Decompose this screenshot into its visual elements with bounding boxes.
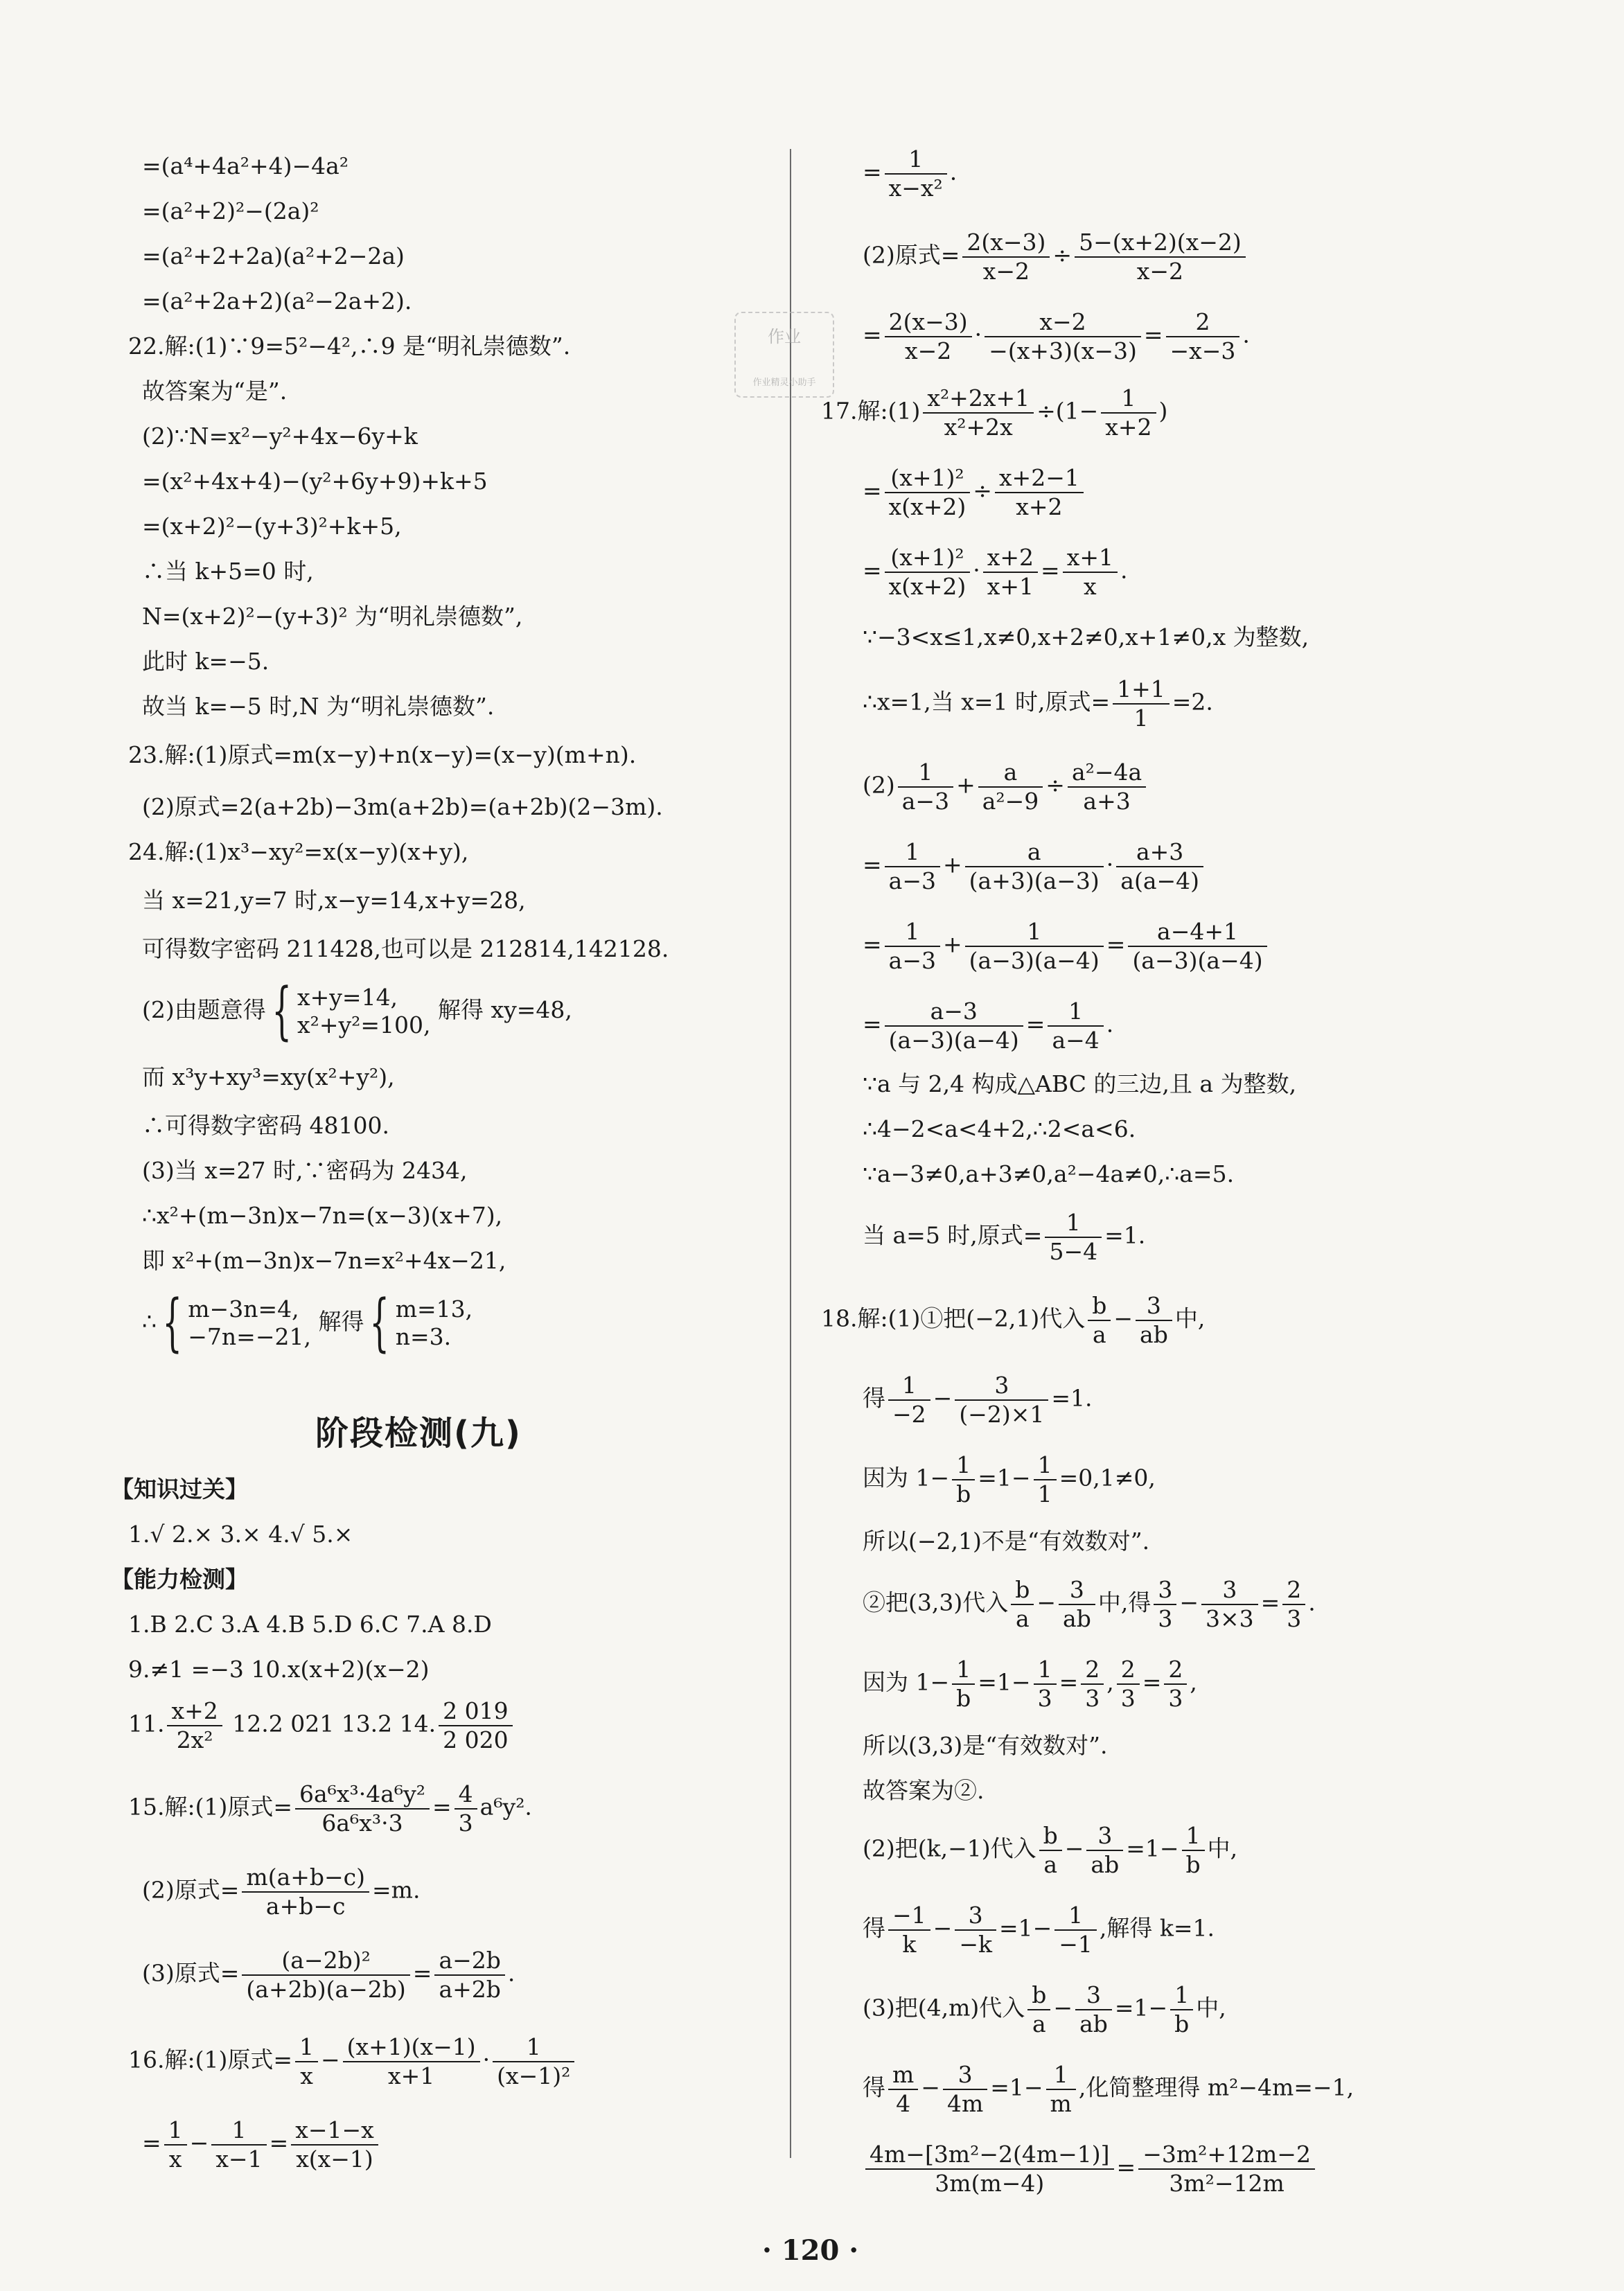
q16-line: 16.解:(1)原式= $\frac{1}{x}$ − $\frac{(x+1)(x-1)}{x+1}$ · $\frac{1}{\text{(x−1)²}}$: [128, 2033, 577, 2089]
q22-line: 22.解:(1)∵9=5²−4²,∴9 是“明礼崇德数”.: [128, 333, 571, 360]
q22-line: 故当 k=−5 时,N 为“明礼崇德数”.: [142, 693, 495, 720]
line: =(a⁴+4a²+4)−4a²: [142, 152, 349, 179]
q17-line: = $\frac{a-3}{(a-3)(a-4)}$ = $\frac{1}{a-4}$ .: [863, 998, 1114, 1054]
q22-line: 故答案为“是”.: [142, 378, 288, 405]
eq-line: = $\frac{2(x-3)}{x-2}$ · $\frac{x-2}{-(x+3)(x-3)}$ = $\frac{2}{-x-3}$ .: [863, 308, 1250, 364]
q22-line: (2)∵N=x²−y²+4x−6y+k: [142, 423, 418, 450]
q18-line: 因为 1− $\frac{1}{b}$ =1− $\frac{1}{3}$ = $\frac{2}{3}$ , $\frac{2}{3}$ = $\frac{2}{3}$ ,: [863, 1656, 1197, 1712]
q22-line: N=(x+2)²−(y+3)² 为“明礼崇德数”,: [142, 603, 523, 630]
equation-system: m=13, n=3.: [395, 1295, 473, 1350]
q15-line: (3)原式= $\frac{\text{(a−2b)²}}{(a+2b)(a-2b)}$ = $\frac{a-2b}{a+2b}$ .: [142, 1947, 515, 2003]
q18-line: 因为 1− $\frac{1}{b}$ =1− $\frac{1}{1}$ =0,1≠0,: [863, 1451, 1156, 1507]
q24-line: 24.解:(1)x³−xy²=x(x−y)(x+y),: [128, 838, 469, 865]
watermark-stamp: 作业 作业精灵小助手: [734, 312, 834, 398]
q15-line: 15.解:(1)原式= $\frac{\text{6a⁶x³·4a⁶y²}}{\text{6a⁶x³·3}}$ = $\frac{4}{3}$ a⁶y².: [128, 1780, 532, 1837]
q18-line: 得 $\frac{m}{4}$ − $\frac{3}{4m}$ =1− $\frac{1}{m}$ ,化简整理得 m²−4m=−1,: [863, 2061, 1354, 2117]
q22-line: =(x+2)²−(y+3)²+k+5,: [142, 513, 402, 540]
q17-line: = $\frac{\text{(x+1)²}}{x(x+2)}$ · $\frac{x+2}{x+1}$ = $\frac{x+1}{x}$ .: [863, 544, 1128, 600]
eq-line: (2)原式= $\frac{2(x-3)}{x-2}$ ÷ $\frac{5-(x+2)(x-2)}{x-2}$: [863, 229, 1248, 285]
page-number: · 120 ·: [762, 2234, 859, 2267]
q17-line: ∵−3<x≤1,x≠0,x+2≠0,x+1≠0,x 为整数,: [863, 623, 1309, 651]
q24-line: 而 x³y+xy³=xy(x²+y²),: [142, 1063, 395, 1090]
q17-line: ∵a−3≠0,a+3≠0,a²−4a≠0,∴a=5.: [863, 1160, 1235, 1187]
q18-line: 所以(−2,1)不是“有效数对”.: [863, 1528, 1150, 1555]
q18-line: 得 $\frac{1}{-2}$ − $\frac{3}{(-2)\times 1}$ =1.: [863, 1372, 1093, 1428]
section-title: 阶段检测(九): [315, 1414, 522, 1453]
column-divider: [790, 149, 791, 2158]
q22-line: ∴当 k+5=0 时,: [142, 558, 314, 585]
answer-line: 1.B 2.C 3.A 4.B 5.D 6.C 7.A 8.D: [128, 1611, 492, 1638]
q23-line: 23.解:(1)原式=m(x−y)+n(x−y)=(x−y)(m+n).: [128, 741, 637, 768]
q17-line: = $\frac{1}{a-3}$ + $\frac{1}{(a-3)(a-4)}$ = $\frac{a-4+1}{(a-3)(a-4)}$: [863, 918, 1270, 974]
equation-system: m−3n=4, −7n=−21,: [188, 1295, 311, 1350]
q23-line: (2)原式=2(a+2b)−3m(a+2b)=(a+2b)(2−3m).: [142, 793, 663, 820]
q15-line: (2)原式= $\frac{m(a+b-c)}{a+b-c}$ =m.: [142, 1864, 421, 1920]
q24-line: (3)当 x=27 时,∵密码为 2434,: [142, 1157, 468, 1184]
section-heading: 【知识过关】: [111, 1476, 248, 1503]
line: =(a²+2+2a)(a²+2−2a): [142, 242, 405, 269]
q16-line: = $\frac{1}{x}$ − $\frac{1}{x-1}$ = $\frac{x-1-x}{x(x-1)}$: [142, 2116, 381, 2173]
q24-line: ∴x²+(m−3n)x−7n=(x−3)(x+7),: [142, 1202, 503, 1229]
q24-line: ∴可得数字密码 48100.: [142, 1112, 389, 1139]
q24-system-line: [142, 975, 572, 1047]
section-heading: 【能力检测】: [111, 1566, 248, 1593]
q18-line: ②把(3,3)代入 $\frac{b}{a}$ − $\frac{3}{ab}$ 中,得 $\frac{3}{3}$ − $\frac{3}{3\times 3}$ = $\frac{2}{3}$ .: [863, 1576, 1316, 1632]
q17-line: = $\frac{\text{(x+1)²}}{x(x+2)}$ ÷ $\frac{x+2-1}{x+2}$: [863, 464, 1086, 520]
q17-line: ∵a 与 2,4 构成△ABC 的三边,且 a 为整数,: [863, 1070, 1297, 1097]
q17-line: (2) $\frac{1}{a-3}$ + $\frac{a}{\text{a²−9}}$ ÷ $\frac{\text{a²−4a}}{a+3}$: [863, 759, 1149, 815]
q18-line: 18.解:(1)①把(−2,1)代入 $\frac{b}{a}$ − $\frac{3}{ab}$ 中,: [821, 1292, 1206, 1348]
q17-line: 当 a=5 时,原式= $\frac{1}{5-4}$ =1.: [863, 1209, 1146, 1265]
q17-line: 17.解:(1) $\frac{\text{x²+2x+1}}{\text{x²+2x}}$ ÷(1− $\frac{1}{x+2}$ ): [821, 384, 1168, 441]
eq-line: = $\frac{1}{\text{x−x²}}$ .: [863, 145, 957, 202]
brace-glyph: {: [272, 975, 292, 1047]
q18-line: 得 $\frac{-1}{k}$ − $\frac{3}{-k}$ =1− $\frac{1}{-1}$ ,解得 k=1.: [863, 1902, 1215, 1958]
q18-line: (2)把(k,−1)代入 $\frac{b}{a}$ − $\frac{3}{ab}$ =1− $\frac{1}{b}$ 中,: [863, 1822, 1238, 1878]
q18-line: (3)把(4,m)代入 $\frac{b}{a}$ − $\frac{3}{ab}$ =1− $\frac{1}{b}$ 中,: [863, 1981, 1226, 2037]
q18-line: $\frac{\text{4m−[3m²−2(4m−1)]}}{3m(m-4)}$ = $\frac{\text{−3m²+12m−2}}{\text{3m²−12m}}$: [863, 2141, 1318, 2197]
q24-system-line: ∴{ m−3n=4, −7n=−21, 解得{ m=13, n=3.: [142, 1286, 473, 1359]
line: =(a²+2)²−(2a)²: [142, 197, 319, 224]
q18-line: 故答案为②.: [863, 1777, 985, 1804]
q17-line: ∴x=1,当 x=1 时,原式= $\frac{1+1}{1}$ =2.: [863, 675, 1213, 732]
q22-line: 此时 k=−5.: [142, 648, 270, 675]
q17-line: ∴4−2<a<4+2,∴2<a<6.: [863, 1115, 1136, 1142]
q24-line: 可得数字密码 211428,也可以是 212814,142128.: [142, 935, 669, 962]
q24-line: 当 x=21,y=7 时,x−y=14,x+y=28,: [142, 887, 526, 914]
text: 解得 xy=48,: [438, 996, 572, 1023]
text: (2)由题意得: [142, 996, 266, 1023]
equation-system: x+y=14, x²+y²=100,: [297, 984, 431, 1038]
q17-line: = $\frac{1}{a-3}$ + $\frac{a}{(a+3)(a-3)}$ · $\frac{a+3}{a(a-4)}$: [863, 838, 1206, 894]
line: =(a²+2a+2)(a²−2a+2).: [142, 288, 412, 315]
answer-line: 11. $\frac{x+2}{\text{2x²}}$ 12.2 021 13.2 14. $\frac{2 019}{2 020}$: [128, 1697, 515, 1753]
q22-line: =(x²+4x+4)−(y²+6y+9)+k+5: [142, 468, 488, 495]
answer-line: 1.√ 2.× 3.× 4.√ 5.×: [128, 1521, 353, 1548]
answer-line: 9.≠1 =−3 10.x(x+2)(x−2): [128, 1656, 430, 1683]
q24-line: 即 x²+(m−3n)x−7n=x²+4x−21,: [142, 1247, 506, 1274]
q18-line: 所以(3,3)是“有效数对”.: [863, 1732, 1108, 1759]
